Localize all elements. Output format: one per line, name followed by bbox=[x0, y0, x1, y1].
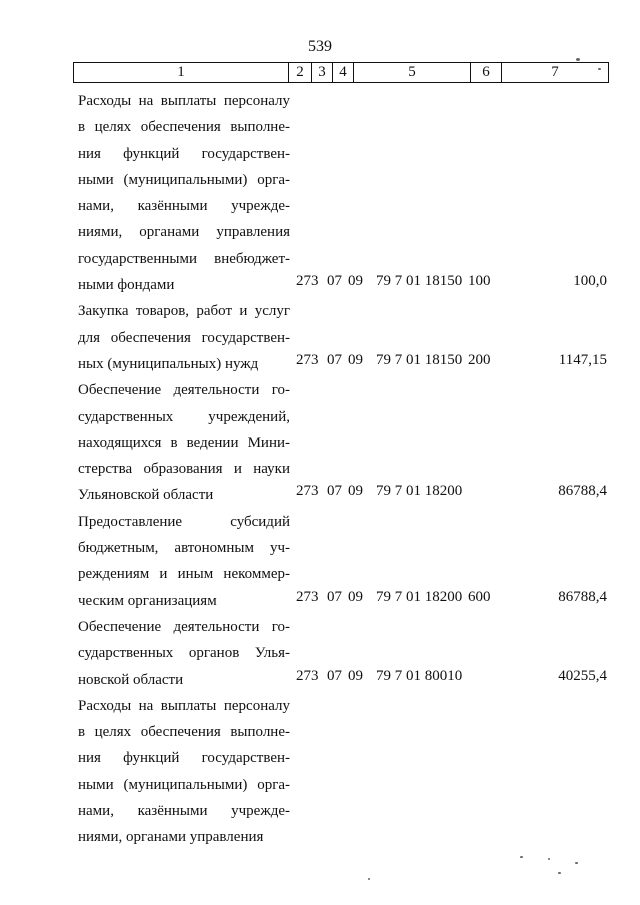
subsection-code: 09 bbox=[348, 667, 363, 684]
row-amount: 86788,4 bbox=[558, 588, 607, 605]
target-article-code: 79 7 01 80010 bbox=[376, 667, 463, 684]
section-code: 07 bbox=[327, 667, 342, 684]
ministry-code: 273 bbox=[296, 667, 319, 684]
row-description-line: Предоставление субсидий bbox=[78, 513, 290, 530]
row-description-line: государственными внебюджет- bbox=[78, 250, 290, 267]
row-description bbox=[78, 693, 290, 851]
ministry-code: 273 bbox=[296, 588, 319, 605]
expense-type-code: 600 bbox=[468, 588, 491, 605]
row-description-line: ными (муниципальными) орга- bbox=[78, 776, 290, 793]
header-col-4: 4 bbox=[333, 63, 354, 83]
row-description-line: нами, казёнными учрежде- bbox=[78, 803, 290, 820]
header-col-5: 5 bbox=[354, 63, 471, 83]
row-description-line: для обеспечения государствен- bbox=[78, 329, 290, 346]
row-description-line: ниями, органами управления bbox=[78, 224, 290, 241]
row-description-line: в целях обеспечения выполне- bbox=[78, 724, 290, 741]
row-description bbox=[78, 298, 290, 377]
row-description-line: ными (муниципальными) орга- bbox=[78, 171, 290, 188]
expense-type-code: 100 bbox=[468, 273, 491, 290]
row-description-line: Обеспечение деятельности го- bbox=[78, 619, 290, 635]
table-header bbox=[73, 62, 609, 83]
header-col-1: 1 bbox=[74, 63, 289, 83]
ministry-code: 273 bbox=[296, 483, 319, 500]
row-description bbox=[78, 614, 290, 693]
row-description-line: ческим организациям bbox=[78, 592, 217, 609]
row-amount: 86788,4 bbox=[558, 483, 607, 500]
row-description bbox=[78, 88, 290, 298]
row-description-line: нами, казёнными учрежде- bbox=[78, 198, 290, 215]
expense-type-code: 200 bbox=[468, 351, 491, 368]
row-description bbox=[78, 509, 290, 614]
row-description-line: Расходы на выплаты персоналу bbox=[78, 93, 290, 109]
subsection-code: 09 bbox=[348, 588, 363, 605]
row-description-line: находящихся в ведении Мини- bbox=[78, 434, 290, 451]
row-description-line: бюджетным, автономным уч- bbox=[78, 540, 290, 557]
section-code: 07 bbox=[327, 588, 342, 605]
row-description-line: ных (муниципальных) нужд bbox=[78, 355, 259, 372]
row-description-line: новской области bbox=[78, 671, 184, 688]
row-description-line: ниями, органами управления bbox=[78, 829, 264, 846]
row-amount: 1147,15 bbox=[558, 351, 607, 368]
row-description-line: стерства образования и науки bbox=[78, 461, 290, 478]
section-code: 07 bbox=[327, 483, 342, 500]
row-description-line: Обеспечение деятельности го- bbox=[78, 382, 290, 399]
row-description-line: ния функций государствен- bbox=[78, 145, 290, 162]
row-description-line: сударственных органов Улья- bbox=[78, 645, 290, 662]
subsection-code: 09 bbox=[348, 273, 363, 290]
ministry-code: 273 bbox=[296, 273, 319, 290]
target-article-code: 79 7 01 18150 bbox=[376, 273, 463, 290]
page-number: 539 bbox=[308, 38, 332, 55]
target-article-code: 79 7 01 18200 bbox=[376, 483, 463, 500]
row-amount: 100,0 bbox=[573, 273, 607, 290]
section-code: 07 bbox=[327, 273, 342, 290]
ministry-code: 273 bbox=[296, 351, 319, 368]
header-col-7: 7 bbox=[502, 63, 609, 83]
row-description-line: в целях обеспечения выполне- bbox=[78, 119, 290, 136]
row-description-line: Расходы на выплаты персоналу bbox=[78, 697, 290, 714]
row-description-line: реждениям и иным некоммер- bbox=[78, 566, 290, 583]
row-description bbox=[78, 377, 290, 508]
subsection-code: 09 bbox=[348, 351, 363, 368]
header-col-3: 3 bbox=[312, 63, 333, 83]
row-description-line: Закупка товаров, работ и услуг bbox=[78, 303, 290, 320]
row-description-line: Ульяновской области bbox=[78, 487, 214, 504]
row-description-line: сударственных учреждений, bbox=[78, 408, 290, 425]
section-code: 07 bbox=[327, 351, 342, 368]
row-amount: 40255,4 bbox=[558, 667, 607, 684]
target-article-code: 79 7 01 18150 bbox=[376, 351, 463, 368]
subsection-code: 09 bbox=[348, 483, 363, 500]
row-description-line: ными фондами bbox=[78, 277, 175, 294]
row-description-line: ния функций государствен- bbox=[78, 750, 290, 767]
header-col-6: 6 bbox=[471, 63, 502, 83]
target-article-code: 79 7 01 18200 bbox=[376, 588, 463, 605]
header-col-2: 2 bbox=[289, 63, 312, 83]
